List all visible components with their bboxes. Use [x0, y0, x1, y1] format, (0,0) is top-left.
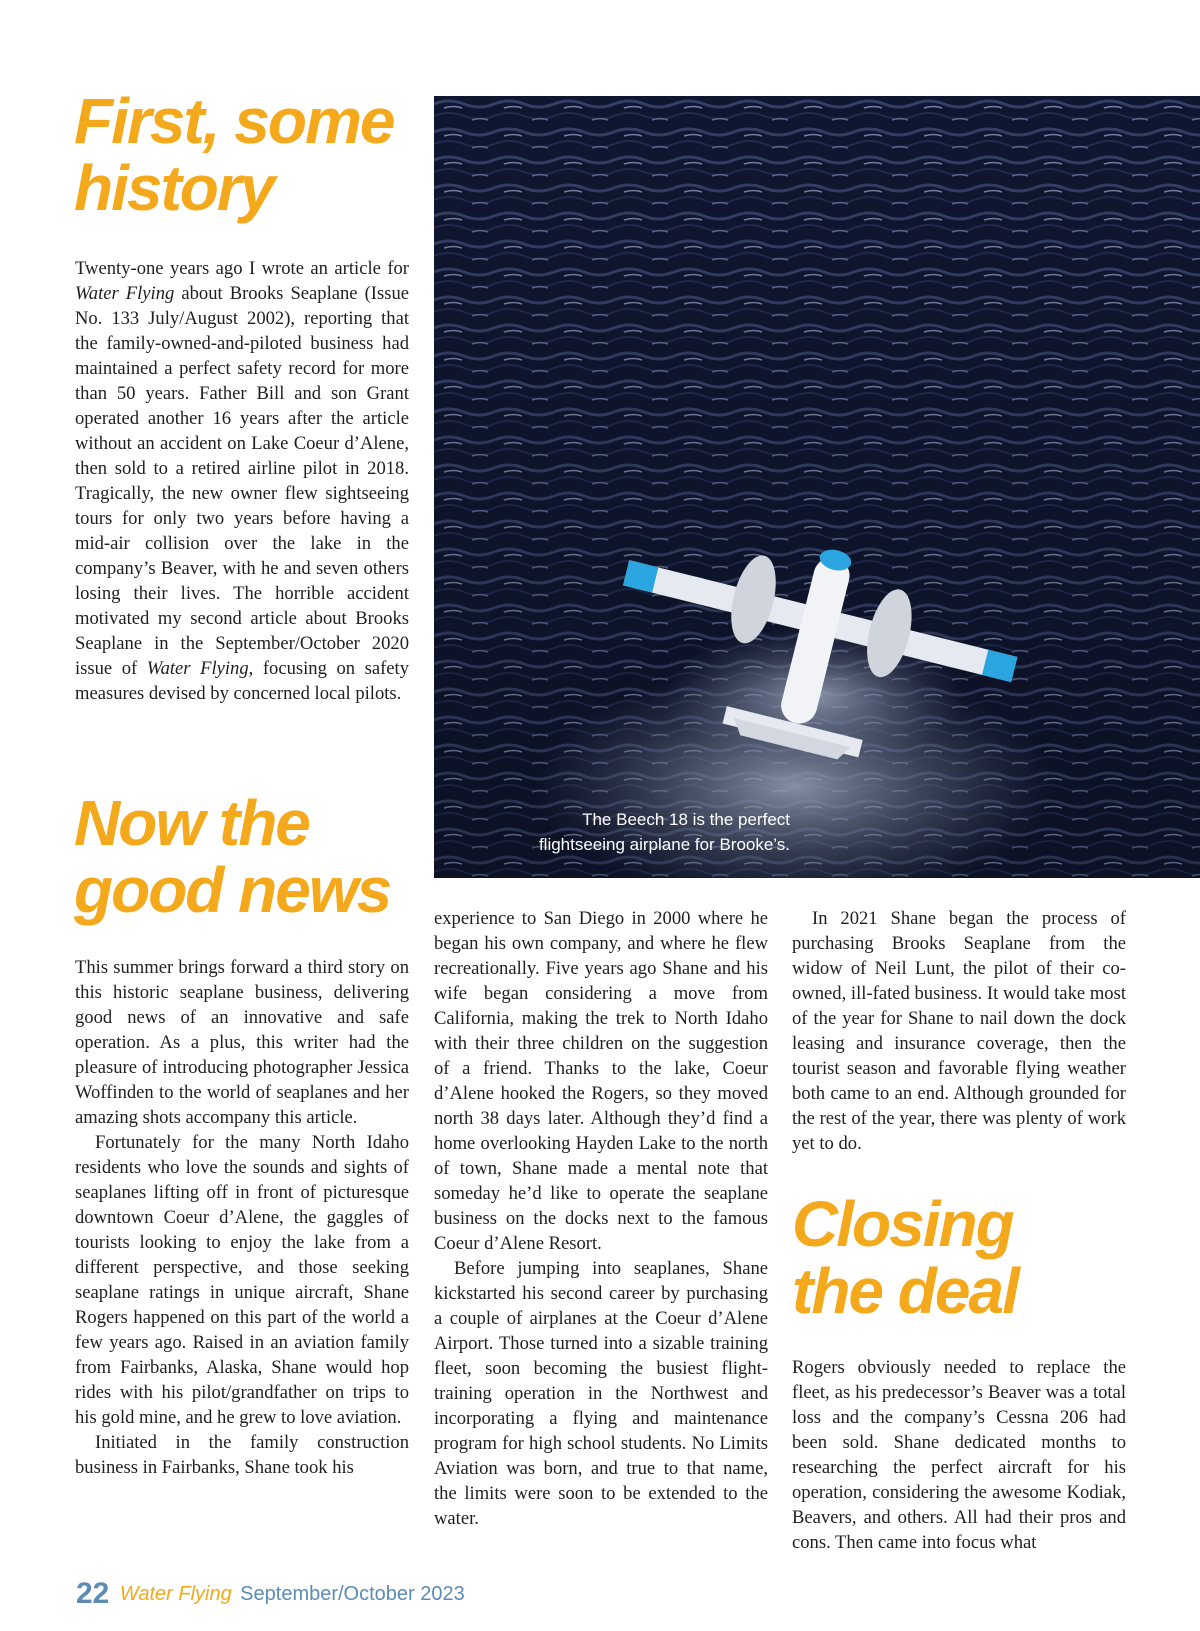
paragraph: experience to San Diego in 2000 where he began his own company, and where he flew recreationally. Five years ago Shane and his wife began considering a move from California, making the trek to North Idaho with their three children on the suggestion of a friend. Thanks to the lake, Coeur d’Alene hooked the Rogers, so they moved north 38 days later. Although they’d find a home overlooking Hayden Lake to the north of town, Shane made a mental note that someday he’d like to operate the seaplane business on the docks next to the famous Coeur d’Alene Resort.	[434, 908, 768, 1254]
heading-first-some-history	[74, 85, 414, 225]
heading-line: First, some	[74, 85, 394, 157]
magazine-name: Water Flying	[119, 1582, 232, 1605]
paragraph: In 2021 Shane began the process of purchasing Brooks Seaplane from the widow of Neil Lunt, the pilot of their co-owned, ill-fated business. It would take most of the year for Shane to nail down the dock leasing and insurance coverage, then the tourist season and favorable flying weather both came to an end. Although grounded for the rest of the year, there was plenty of work yet to do.	[792, 908, 1126, 1154]
paragraph: Fortunately for the many North Idaho residents who love the sounds and sights of seaplanes lifting off in front of picturesque downtown Coeur d’Alene, the gaggles of tourists looking to enjoy the lake from a different perspective, and those seeking seaplane ratings in unique aircraft, Shane Rogers happened on this part of the world a few years ago. Raised in an aviation family from Fairbanks, Alaska, Shane would hop rides with his pilot/grandfather on trips to his gold mine, and he grew to love aviation.	[75, 1132, 409, 1428]
paragraph: Initiated in the family construction business in Fairbanks, Shane took his	[75, 1432, 409, 1478]
text-run: Twenty-one years ago I wrote an article for	[75, 258, 409, 279]
caption-line: The Beech 18 is the perfect	[582, 810, 790, 829]
heading-line: good news	[74, 854, 391, 927]
magazine-title: Water Flying	[75, 283, 175, 304]
text-run: , focusing on safety measures devised by concerned local pilots.	[75, 658, 409, 704]
paragraph: This summer brings forward a third story on this historic seaplane business, delivering good news of an innovative and safe operation. As a plus, this writer had the pleasure of introducing photographer Jessica Woffinden to the world of seaplanes and her amazing shots accompany this article.	[75, 957, 409, 1128]
paragraph: Before jumping into seaplanes, Shane kickstarted his second career by purchasing a couple of airplanes at the Coeur d’Alene Airport. Those turned into a sizable training fleet, soon becoming the busiest flight-training operation in the Northwest and incorporating a flying and maintenance program for high school students. No Limits Aviation was born, and true to that name, the limits were soon to be extended to the water.	[434, 1258, 768, 1529]
heading-closing-the-deal	[792, 1188, 1132, 1328]
page-footer	[76, 1577, 465, 1611]
heading-now-the-good-news	[74, 787, 414, 927]
page-number: 22	[76, 1577, 110, 1610]
caption-line: flightseeing airplane for Brooke’s.	[538, 835, 790, 854]
photo-caption	[470, 807, 790, 857]
issue-date: September/October 2023	[240, 1582, 465, 1605]
history-text	[75, 256, 409, 706]
text-run: about Brooks Seaplane (Issue No. 133 July/August 2002), reporting that the family-owned-and-piloted business had maintained a perfect safety record for more than 50 years. Father Bill and son Grant operated another 16 years after the article without an accident on Lake Coeur d’Alene, then sold to a retired airline pilot in 2018. Tragically, the new owner flew sightseeing tours for only two years before having a mid-air collision over the lake in the company’s Beaver, with he and seven others losing their lives. The horrible accident motivated my second article about Brooks Seaplane in the September/October 2020 issue of	[75, 283, 410, 679]
column-3-text	[792, 906, 1126, 1156]
heading-line: Now the	[74, 787, 309, 859]
column-2-text	[434, 906, 768, 1531]
closing-the-deal-text	[792, 1355, 1126, 1555]
good-news-text	[75, 955, 409, 1480]
seaplane-photo	[434, 96, 1200, 878]
paragraph: Rogers obviously needed to replace the fleet, as his predecessor’s Beaver was a total loss and the company’s Cessna 206 had been sold. Shane dedicated months to researching the perfect aircraft for his operation, considering the awesome Kodiak, Beavers, and others. All had their pros and cons. Then came into focus what	[792, 1357, 1126, 1553]
magazine-title: Water Flying	[146, 658, 249, 679]
paragraph	[75, 256, 409, 706]
photo-illustration	[434, 96, 1200, 878]
heading-line: Closing	[792, 1188, 1013, 1260]
heading-line: the deal	[792, 1255, 1018, 1328]
heading-line: history	[74, 152, 274, 225]
